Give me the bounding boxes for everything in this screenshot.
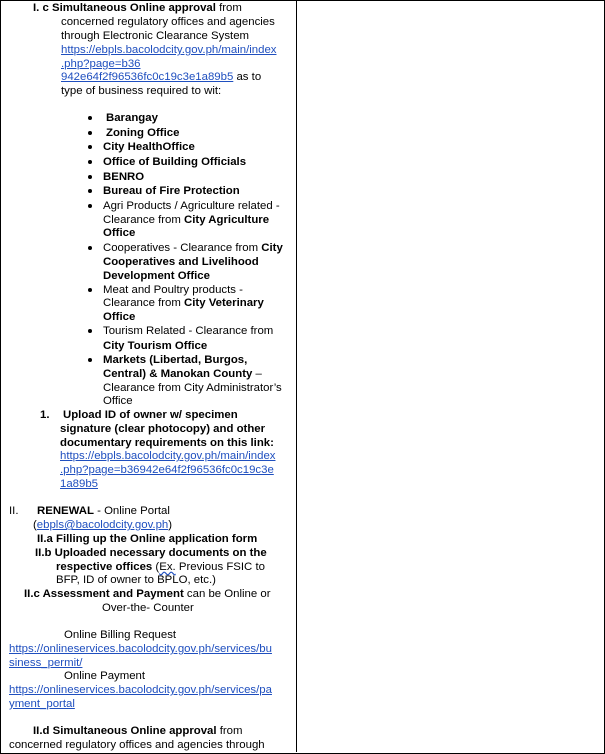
section-ic-line4 [61, 70, 261, 84]
office-tourism-line2: City Tourism Office [103, 340, 208, 352]
renewal-portal: - Online Portal [93, 505, 170, 517]
section-ic-line2: concerned regulatory offices and agencies [61, 16, 275, 28]
bullet-icon [88, 358, 92, 362]
section-ic-line3: through Electronic Clearance System [61, 30, 250, 42]
upload-link-part3[interactable]: 1a89b5 [60, 478, 99, 490]
bullet-icon [88, 145, 92, 149]
renewal-assessment: II.c Assessment and Payment [24, 588, 184, 600]
office-markets-dash: – [252, 368, 262, 380]
bullet-icon [88, 116, 92, 120]
bullet-icon [88, 175, 92, 179]
column-divider [296, 0, 297, 752]
renewal-title-line [37, 504, 170, 518]
renewal-title: RENEWAL [37, 505, 94, 517]
office-agri-name: City Agriculture [184, 214, 270, 226]
office-meat-clearance: Clearance from [103, 297, 185, 309]
paren-close: ) [168, 519, 173, 531]
office-meat-line3: Office [103, 311, 136, 323]
office-meat-line2 [103, 296, 264, 310]
renewal-online-or: can be Online or [183, 588, 271, 600]
payment-label: Online Payment [64, 670, 146, 682]
office-benro: BENRO [103, 171, 145, 183]
office-agri-clearance: Clearance from [103, 214, 185, 226]
office-coop-city: City [261, 242, 283, 254]
office-markets-line2 [103, 367, 262, 381]
paren-open: ( [33, 519, 37, 531]
office-city-health: City HealthOffice [103, 141, 195, 153]
section-ic-after-link: as to [233, 71, 262, 83]
section-iid-line2: concerned regulatory offices and agencies through [9, 739, 265, 751]
ebpls-link-part3[interactable]: 942e64f2f96536fc0c19c3e1a89b5 [61, 71, 234, 83]
office-coop-line2: Cooperatives and Livelihood [103, 256, 259, 268]
section-iid-from: from [216, 725, 243, 737]
office-building-officials: Office of Building Officials [103, 156, 247, 168]
bullet-icon [88, 329, 92, 333]
renewal-paren: ( [152, 561, 160, 573]
section-iid-line1 [33, 724, 243, 738]
billing-link-part1[interactable]: https://onlineservices.bacolodcity.gov.ph/services/bu [9, 643, 272, 655]
bullet-icon [88, 204, 92, 208]
renewal-step-c-line2: Over-the- Counter [102, 602, 194, 614]
bullet-icon [88, 189, 92, 193]
billing-label: Online Billing Request [64, 629, 177, 641]
payment-link-part1[interactable]: https://onlineservices.bacolodcity.gov.ph/services/pa [9, 684, 272, 696]
ebpls-link-part2[interactable]: .php?page=b36 [61, 58, 141, 70]
renewal-email-link[interactable]: ebpls@bacolodcity.gov.ph [36, 519, 169, 531]
upload-line2: signature (clear photocopy) and other [60, 423, 266, 435]
office-coop-line3: Development Office [103, 270, 210, 282]
upload-line3: documentary requirements on this link: [60, 437, 274, 449]
office-meat-name: City Veterinary [184, 297, 264, 309]
office-zoning: Zoning Office [106, 127, 180, 139]
renewal-step-b-line1: II.b Uploaded necessary documents on the [35, 547, 267, 559]
bullet-icon [88, 131, 92, 135]
renewal-step-c-line1 [24, 587, 271, 601]
section-ic-line5: type of business required to wit: [61, 85, 222, 97]
section-ic-line1 [33, 1, 242, 15]
office-tourism-line1: Tourism Related - Clearance from [103, 325, 274, 337]
section-iid-heading: II.d Simultaneous Online approval [33, 725, 217, 737]
office-coop-clearance: Cooperatives - Clearance from [103, 242, 262, 254]
bullet-icon [88, 160, 92, 164]
office-markets-line3: Clearance from City Administrator’s [103, 382, 282, 394]
ebpls-link-part1[interactable]: https://ebpls.bacolodcity.gov.ph/main/index [61, 44, 277, 56]
section-ic-lead: from [215, 2, 242, 14]
upload-link-part1[interactable]: https://ebpls.bacolodcity.gov.ph/main/index [60, 450, 276, 462]
renewal-example: Ex. [159, 561, 176, 573]
bullet-icon [88, 288, 92, 292]
renewal-step-b-line3: BFP, ID of owner to BPLO, etc.) [56, 574, 216, 586]
billing-link-part2[interactable]: siness_permit/ [9, 657, 83, 669]
upload-link-part2[interactable]: .php?page=b36942e64f2f96536fc0c19c3e [60, 464, 274, 476]
office-meat-line1: Meat and Poultry products - [103, 284, 243, 296]
office-markets-line1: Markets (Libertad, Burgos, [103, 354, 248, 366]
office-agri-line1: Agri Products / Agriculture related - [103, 200, 280, 212]
bullet-icon [88, 246, 92, 250]
office-fire-protection: Bureau of Fire Protection [103, 185, 240, 197]
renewal-email-line [33, 518, 172, 532]
renewal-fsic: Previous FSIC to [175, 561, 265, 573]
upload-line1: Upload ID of owner w/ specimen [63, 409, 238, 421]
office-markets-name: Central) & Manokan County [103, 368, 253, 380]
renewal-step-a: II.a Filling up the Online application form [37, 533, 258, 545]
upload-number: 1. [40, 409, 50, 421]
renewal-respective-offices: respective offices [56, 561, 153, 573]
office-barangay: Barangay [106, 112, 158, 124]
office-markets-line4: Office [103, 395, 133, 407]
section-ic-heading: I. c Simultaneous Online approval [33, 2, 216, 14]
office-coop-line1 [103, 241, 283, 255]
renewal-number: II. [9, 505, 19, 517]
payment-link-part2[interactable]: yment_portal [9, 698, 75, 710]
office-agri-line3: Office [103, 227, 136, 239]
